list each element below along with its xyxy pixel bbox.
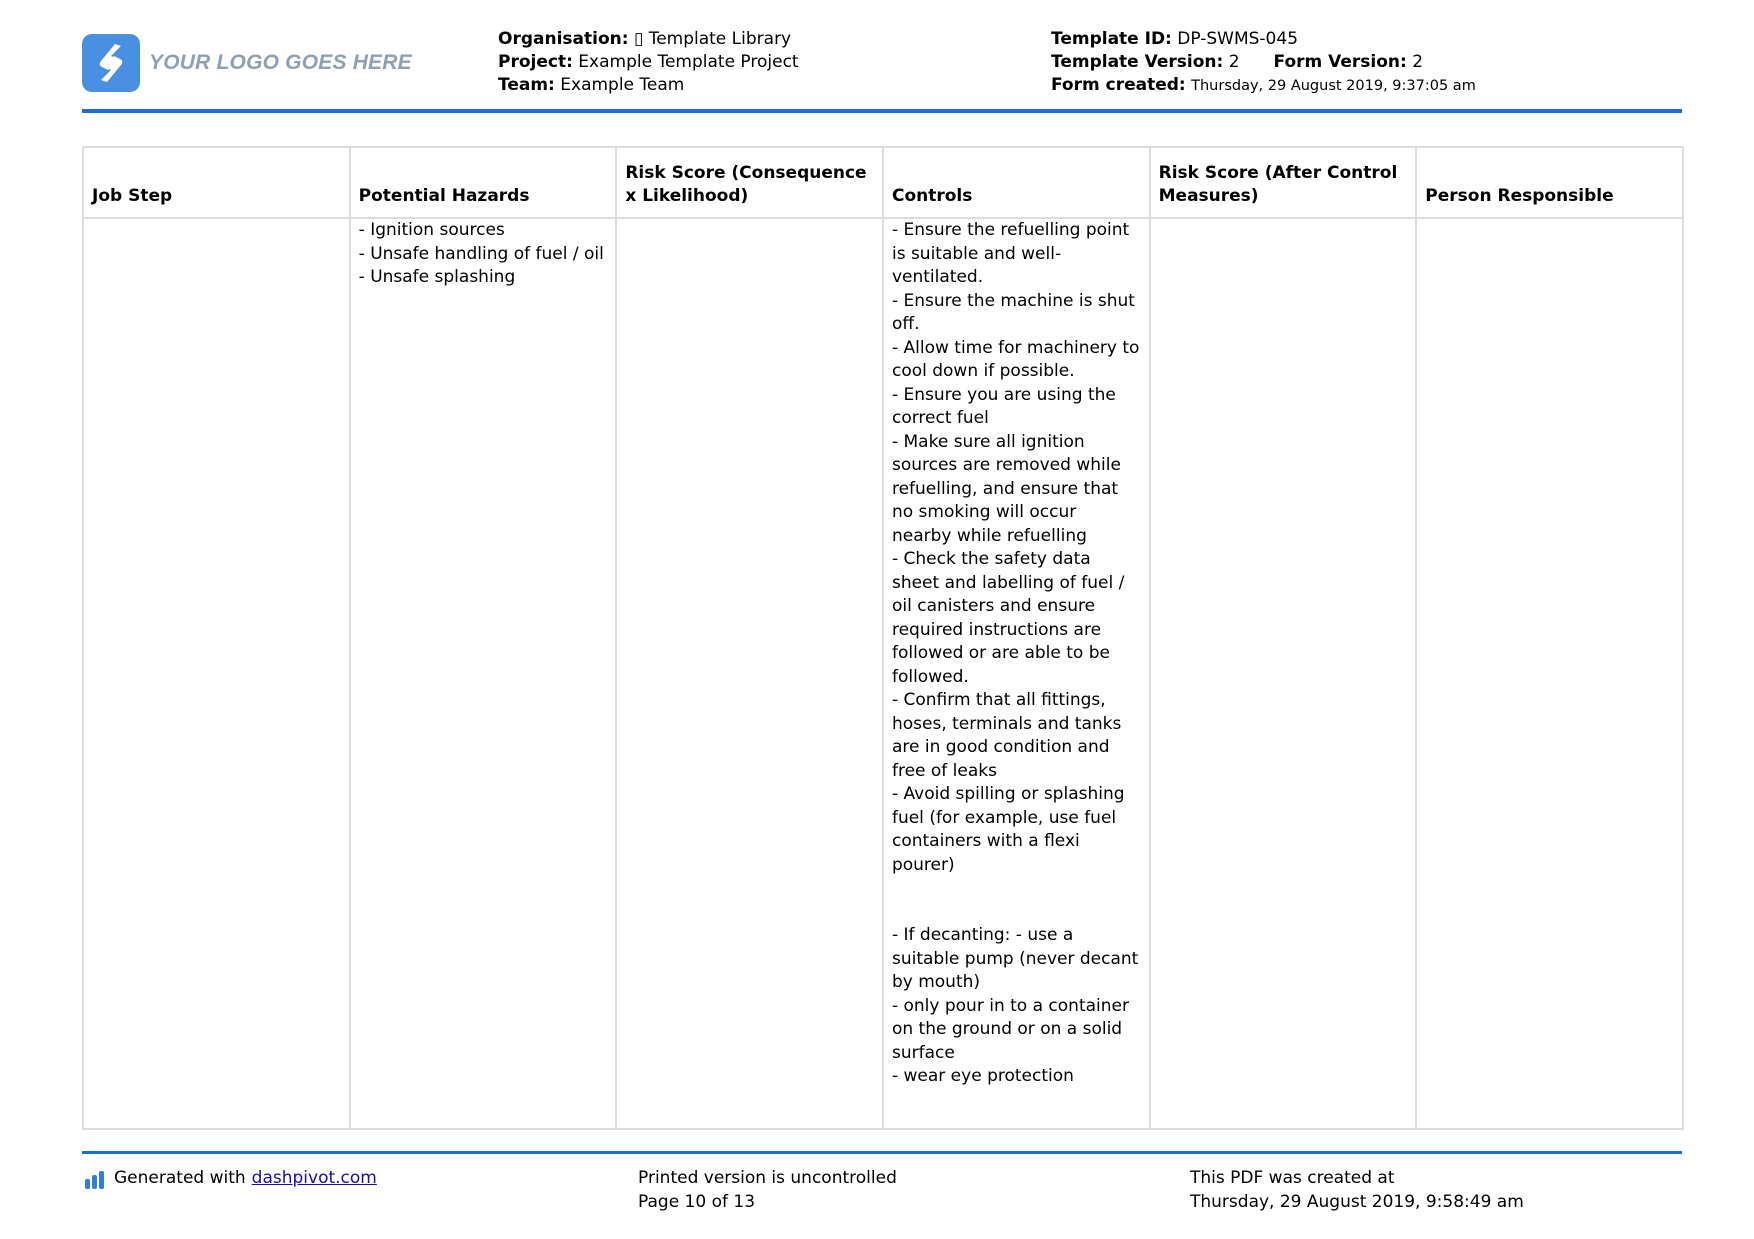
cell-potential-hazards — [350, 218, 617, 1129]
template-version-label: Template Version: — [1051, 52, 1224, 72]
header-divider — [82, 109, 1682, 113]
table-row — [83, 218, 1683, 1129]
col-header-person-responsible: Person Responsible — [1416, 147, 1683, 218]
printed-notice: Printed version is uncontrolled — [638, 1168, 897, 1188]
logo-icon — [82, 34, 140, 92]
col-header-risk-score-after: Risk Score (After Control Measures) — [1150, 147, 1417, 218]
company-logo — [82, 34, 412, 92]
footer-generated — [85, 1166, 377, 1190]
col-header-risk-score: Risk Score (Consequence x Likelihood) — [616, 147, 883, 218]
control-item: - Ensure you are using the correct fuel — [891, 384, 1116, 428]
control-item: - Check the safety data sheet and labelling of fuel / oil canisters and ensure required instructions are followed or are able to be followed. — [891, 549, 1125, 687]
control-item: - Ensure the refuelling point is suitable and well-ventilated. — [891, 220, 1130, 287]
template-version-value: 2 — [1228, 52, 1240, 72]
cell-person-responsible — [1416, 218, 1683, 1129]
col-header-potential-hazards: Potential Hazards — [350, 147, 617, 218]
control-item-decanting: - wear eye protection — [891, 1066, 1074, 1086]
form-version-value: 2 — [1412, 52, 1424, 72]
table-header-row — [83, 147, 1683, 218]
control-item: - Confirm that all fittings, hoses, terminals and tanks are in good condition and free of leaks — [891, 690, 1122, 781]
organisation-value: ▯ Template Library — [633, 29, 792, 49]
cell-risk-score — [616, 218, 883, 1129]
dashpivot-icon — [85, 1169, 106, 1189]
footer-print-info — [638, 1166, 897, 1214]
organisation-label: Organisation: — [498, 29, 629, 49]
generated-text: Generated with — [114, 1168, 246, 1188]
project-label: Project: — [498, 52, 573, 72]
pdf-created-label: This PDF was created at — [1190, 1168, 1395, 1188]
team-value: Example Team — [560, 75, 685, 95]
team-label: Team: — [498, 75, 555, 95]
form-created-value: Thursday, 29 August 2019, 9:37:05 am — [1191, 78, 1476, 94]
logo-text: YOUR LOGO GOES HERE — [149, 51, 412, 74]
col-header-job-step: Job Step — [83, 147, 350, 218]
control-item-decanting: - If decanting: - use a suitable pump (never decant by mouth) — [891, 925, 1139, 992]
page-number: Page 10 of 13 — [638, 1192, 756, 1212]
template-id-label: Template ID: — [1051, 29, 1172, 49]
header-template-info — [1051, 28, 1476, 98]
form-created-label: Form created: — [1051, 75, 1186, 95]
template-id-value: DP-SWMS-045 — [1177, 29, 1299, 49]
cell-controls — [883, 218, 1150, 1129]
dashpivot-link[interactable]: dashpivot.com — [251, 1168, 377, 1188]
footer-divider — [82, 1151, 1682, 1154]
hazard-item: - Unsafe handling of fuel / oil — [358, 243, 604, 264]
project-value: Example Template Project — [578, 52, 799, 72]
form-version-label: Form Version: — [1273, 52, 1407, 72]
control-item: - Allow time for machinery to cool down if possible. — [891, 337, 1140, 381]
swms-table — [82, 146, 1684, 1130]
cell-risk-score-after — [1150, 218, 1417, 1129]
control-item-decanting: - only pour in to a container on the ground or on a solid surface — [891, 995, 1129, 1063]
hazard-item: - Ignition sources — [358, 220, 505, 240]
control-item: - Avoid spilling or splashing fuel (for example, use fuel containers with a flexi pourer) — [891, 784, 1125, 875]
header-project-info — [498, 28, 799, 97]
cell-job-step — [83, 218, 350, 1129]
pdf-created-value: Thursday, 29 August 2019, 9:58:49 am — [1190, 1192, 1524, 1212]
control-item: - Make sure all ignition sources are removed while refuelling, and ensure that no smoking will occur nearby while refuelling — [891, 431, 1121, 546]
col-header-controls: Controls — [883, 147, 1150, 218]
control-item: - Ensure the machine is shut off. — [891, 290, 1135, 334]
hazard-item: - Unsafe splashing — [358, 267, 516, 287]
control-spacer — [892, 877, 1141, 924]
footer-created-info — [1190, 1166, 1524, 1214]
